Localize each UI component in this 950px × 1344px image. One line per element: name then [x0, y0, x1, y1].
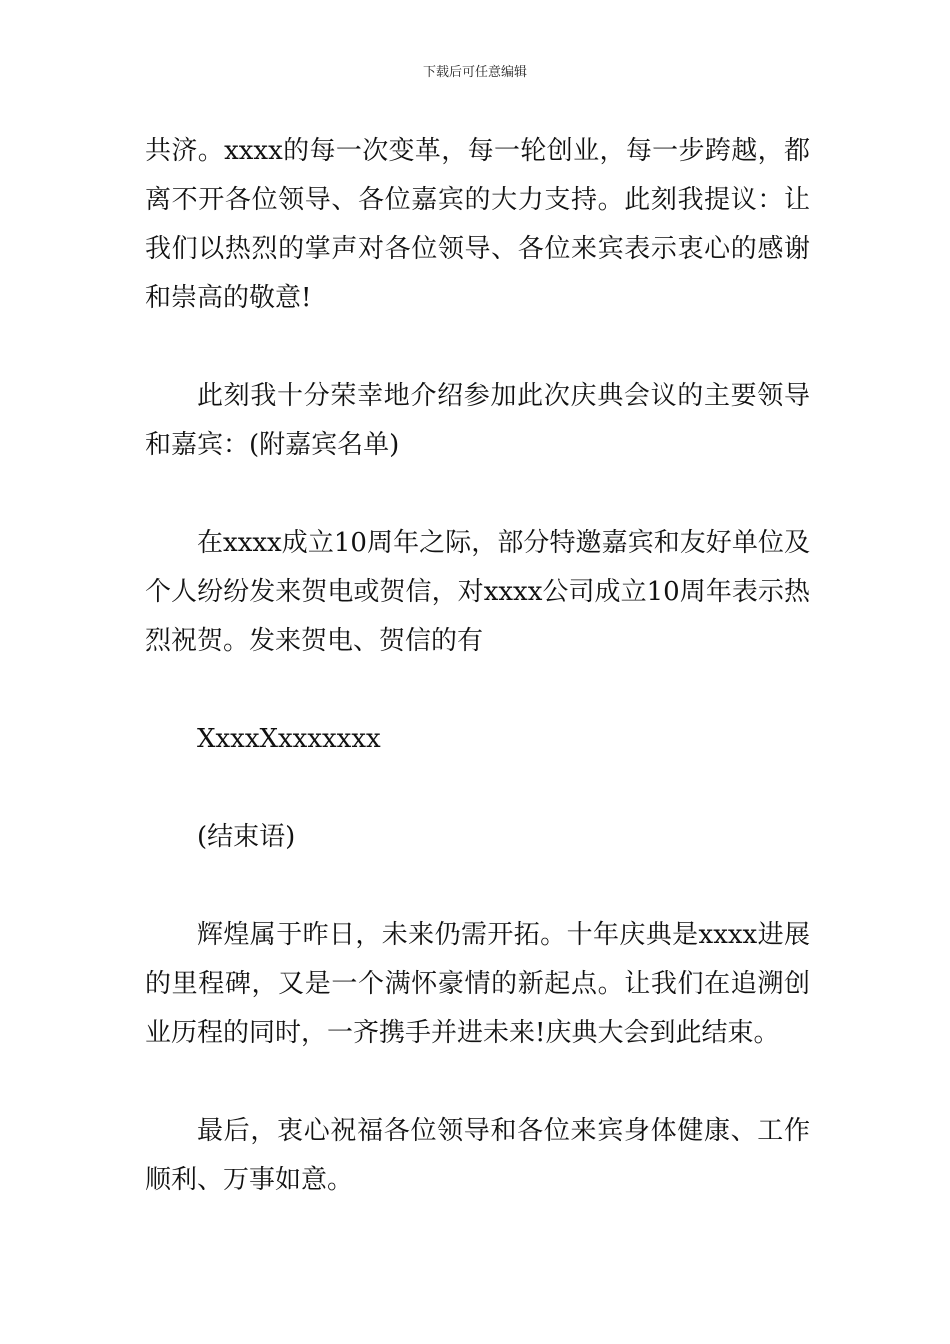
paragraph-sender-names: XxxxXxxxxxxx	[197, 724, 381, 754]
paragraph-closing-remarks: 辉煌属于昨日，未来仍需开拓。十年庆典是xxxx进展的里程碑，又是一个满怀豪情的新起点。让我们在追溯创业历程的同时，一齐携手并进未来!庆典大会到此结束。	[145, 920, 810, 1048]
document-body	[145, 127, 810, 1205]
paragraph-guest-intro: 此刻我十分荣幸地介绍参加此次庆典会议的主要领导和嘉宾：(附嘉宾名单)	[145, 381, 810, 460]
paragraph-closing-heading: (结束语)	[197, 822, 296, 852]
paragraph-continuation: 共济。xxxx的每一次变革，每一轮创业，每一步跨越，都离不开各位领导、各位嘉宾的大力支持。此刻我提议：让我们以热烈的掌声对各位领导、各位来宾表示衷心的感谢和崇高的敬意!	[145, 136, 810, 313]
paragraph-congratulations: 在xxxx成立10周年之际，部分特邀嘉宾和友好单位及个人纷纷发来贺电或贺信，对xxxx公司成立10周年表示热烈祝贺。发来贺电、贺信的有	[145, 528, 810, 656]
page-header	[0, 64, 950, 82]
header-note: 下载后可任意编辑	[422, 65, 527, 80]
paragraph-final-wishes: 最后，衷心祝福各位领导和各位来宾身体健康、工作顺利、万事如意。	[145, 1116, 810, 1195]
